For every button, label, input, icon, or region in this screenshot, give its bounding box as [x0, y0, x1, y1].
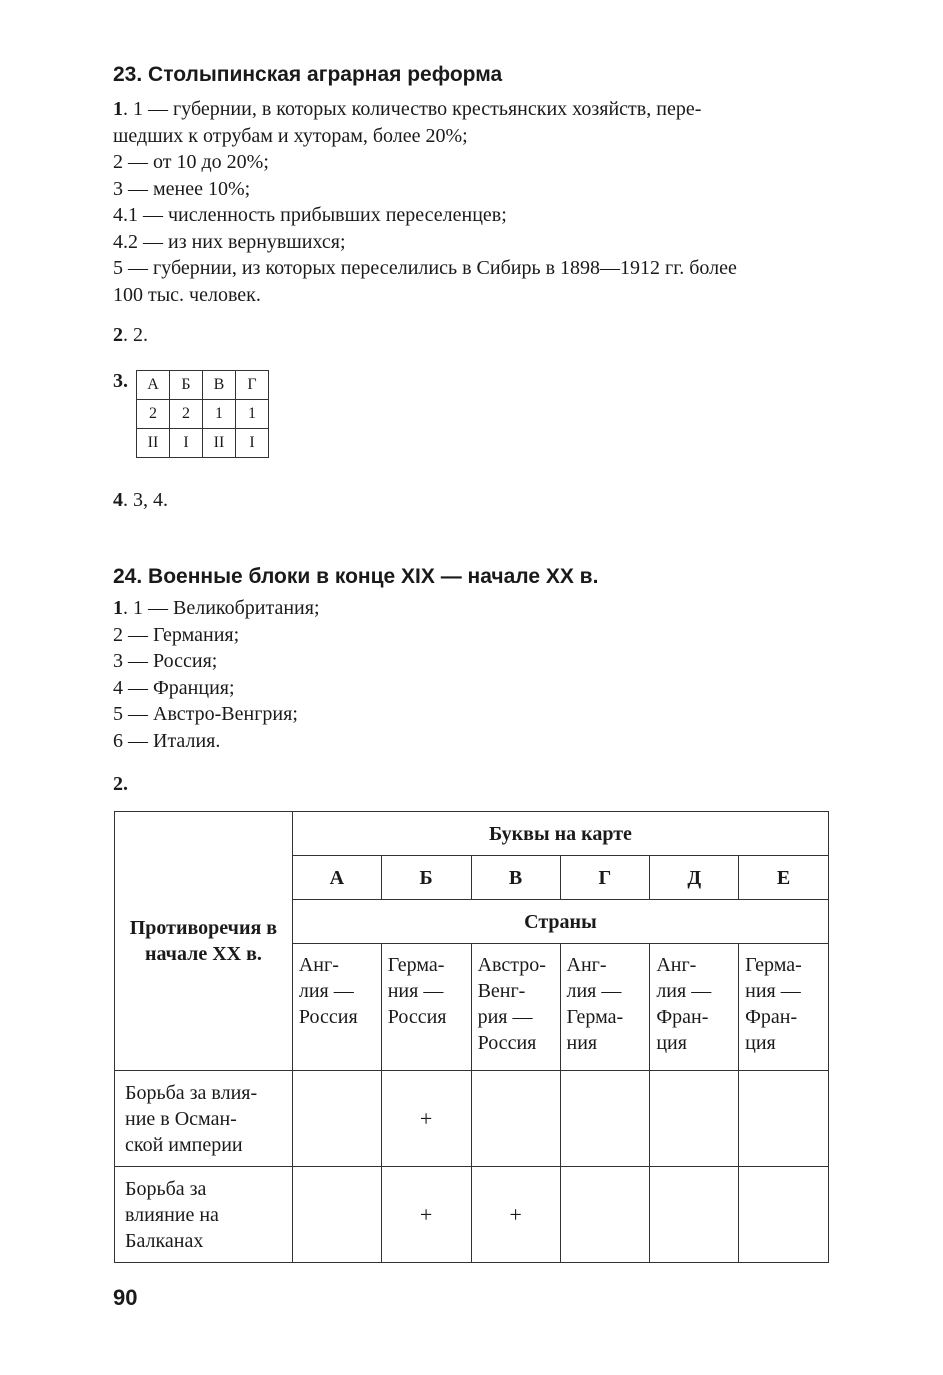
answer-line: 100 тыс. человек. — [113, 283, 261, 306]
answer-line — [113, 96, 829, 123]
answer-line: 2 — от 10 до 20%; — [113, 151, 269, 173]
table-cell: В — [203, 371, 236, 400]
country-pair-cell: Австро- Венг- рия — Россия — [471, 944, 560, 1071]
table-cell: 2 — [170, 400, 203, 429]
mark-cell — [471, 1071, 560, 1167]
answer-line: 4 — Франция; — [113, 676, 235, 699]
answer-text: . 3, 4. — [123, 489, 168, 511]
table-row — [137, 371, 269, 400]
answer-line: 2 — Германия; — [113, 623, 240, 646]
table-row — [137, 400, 269, 429]
question-number: 4 — [113, 489, 123, 511]
table-cell: 1 — [203, 400, 236, 429]
letter-cell: Б — [381, 856, 471, 900]
letter-cell: В — [471, 856, 560, 900]
row-label: Борьба за влия- ние в Осман- ской империи — [115, 1071, 293, 1167]
question-number: 1 — [113, 597, 123, 619]
mark-cell — [560, 1071, 650, 1167]
contradictions-table — [114, 811, 829, 1263]
table-cell: II — [203, 429, 236, 458]
row-header-cell — [115, 812, 293, 1071]
country-pair-cell: Анг- лия — Фран- ция — [650, 944, 739, 1071]
answer-line: 5 — губернии, из которых переселились в Сибирь в 1898—1912 гг. более — [113, 257, 737, 279]
section-23-answer-3-table — [136, 370, 269, 458]
table-header-row — [115, 812, 829, 856]
row-label: Борьба за влияние на Балканах — [115, 1167, 293, 1263]
mark-cell — [650, 1167, 739, 1263]
section-23-answer-1 — [113, 96, 829, 308]
letters-header: Буквы на карте — [292, 812, 828, 856]
answer-text: . 1 — Великобритания; — [123, 597, 320, 619]
section-23-title: 23. Столыпинская аграрная реформа — [113, 63, 503, 86]
answer-line: 3 — менее 10%; — [113, 177, 251, 200]
question-number: 2 — [113, 324, 123, 346]
row-header-text: Противоречия в начале XX в. — [129, 917, 278, 965]
answer-line: 6 — Италия. — [113, 729, 221, 752]
section-24-answer-2 — [113, 771, 829, 798]
mark-cell: + — [471, 1167, 560, 1263]
answer-line: 4.2 — из них вернувшихся; — [113, 230, 346, 253]
table-cell: А — [137, 371, 170, 400]
countries-header: Страны — [292, 900, 828, 944]
letter-cell: Г — [560, 856, 650, 900]
question-number: 1 — [113, 98, 123, 120]
answer-text: . 1 — губернии, в которых количество крестьянских хозяйств, пере- — [123, 98, 702, 120]
mark-cell — [739, 1167, 829, 1263]
answer-line — [113, 595, 829, 622]
country-pair-cell: Герма- ния — Фран- ция — [739, 944, 829, 1071]
letter-cell: Д — [650, 856, 739, 900]
table-cell: I — [170, 429, 203, 458]
mark-cell — [650, 1071, 739, 1167]
country-pair-cell: Анг- лия — Герма- ния — [560, 944, 650, 1071]
table-row — [137, 429, 269, 458]
mark-cell — [739, 1071, 829, 1167]
section-24-title: 24. Военные блоки в конце XIX — начале XX в. — [113, 565, 599, 588]
answer-line: шедших к отрубам и хуторам, более 20%; — [113, 124, 468, 147]
country-pair-cell: Герма- ния — Россия — [381, 944, 471, 1071]
answer-text: . 2. — [123, 324, 148, 346]
table-row — [115, 1167, 829, 1263]
country-pair-cell: Анг- лия — Россия — [292, 944, 381, 1071]
table-row — [115, 1071, 829, 1167]
letter-cell: А — [292, 856, 381, 900]
mark-cell: + — [381, 1071, 471, 1167]
section-23-answer-4 — [113, 487, 829, 514]
section-23-question-3-number: 3. — [113, 370, 128, 392]
mark-cell — [292, 1071, 381, 1167]
answer-line: 4.1 — численность прибывших переселенцев; — [113, 204, 507, 226]
letter-cell: Е — [739, 856, 829, 900]
question-number: 2. — [113, 773, 128, 795]
table-cell: II — [137, 429, 170, 458]
section-23-answer-2 — [113, 322, 829, 349]
table-cell: Б — [170, 371, 203, 400]
section-24-answer-1 — [113, 595, 829, 754]
table-cell: Г — [236, 371, 269, 400]
mark-cell: + — [381, 1167, 471, 1263]
table-cell: 2 — [137, 400, 170, 429]
mark-cell — [292, 1167, 381, 1263]
table-cell: 1 — [236, 400, 269, 429]
table-cell: I — [236, 429, 269, 458]
mark-cell — [560, 1167, 650, 1263]
answer-line: 5 — Австро-Венгрия; — [113, 703, 298, 725]
answer-line: 3 — Россия; — [113, 650, 218, 672]
page-number: 90 — [113, 1285, 138, 1310]
